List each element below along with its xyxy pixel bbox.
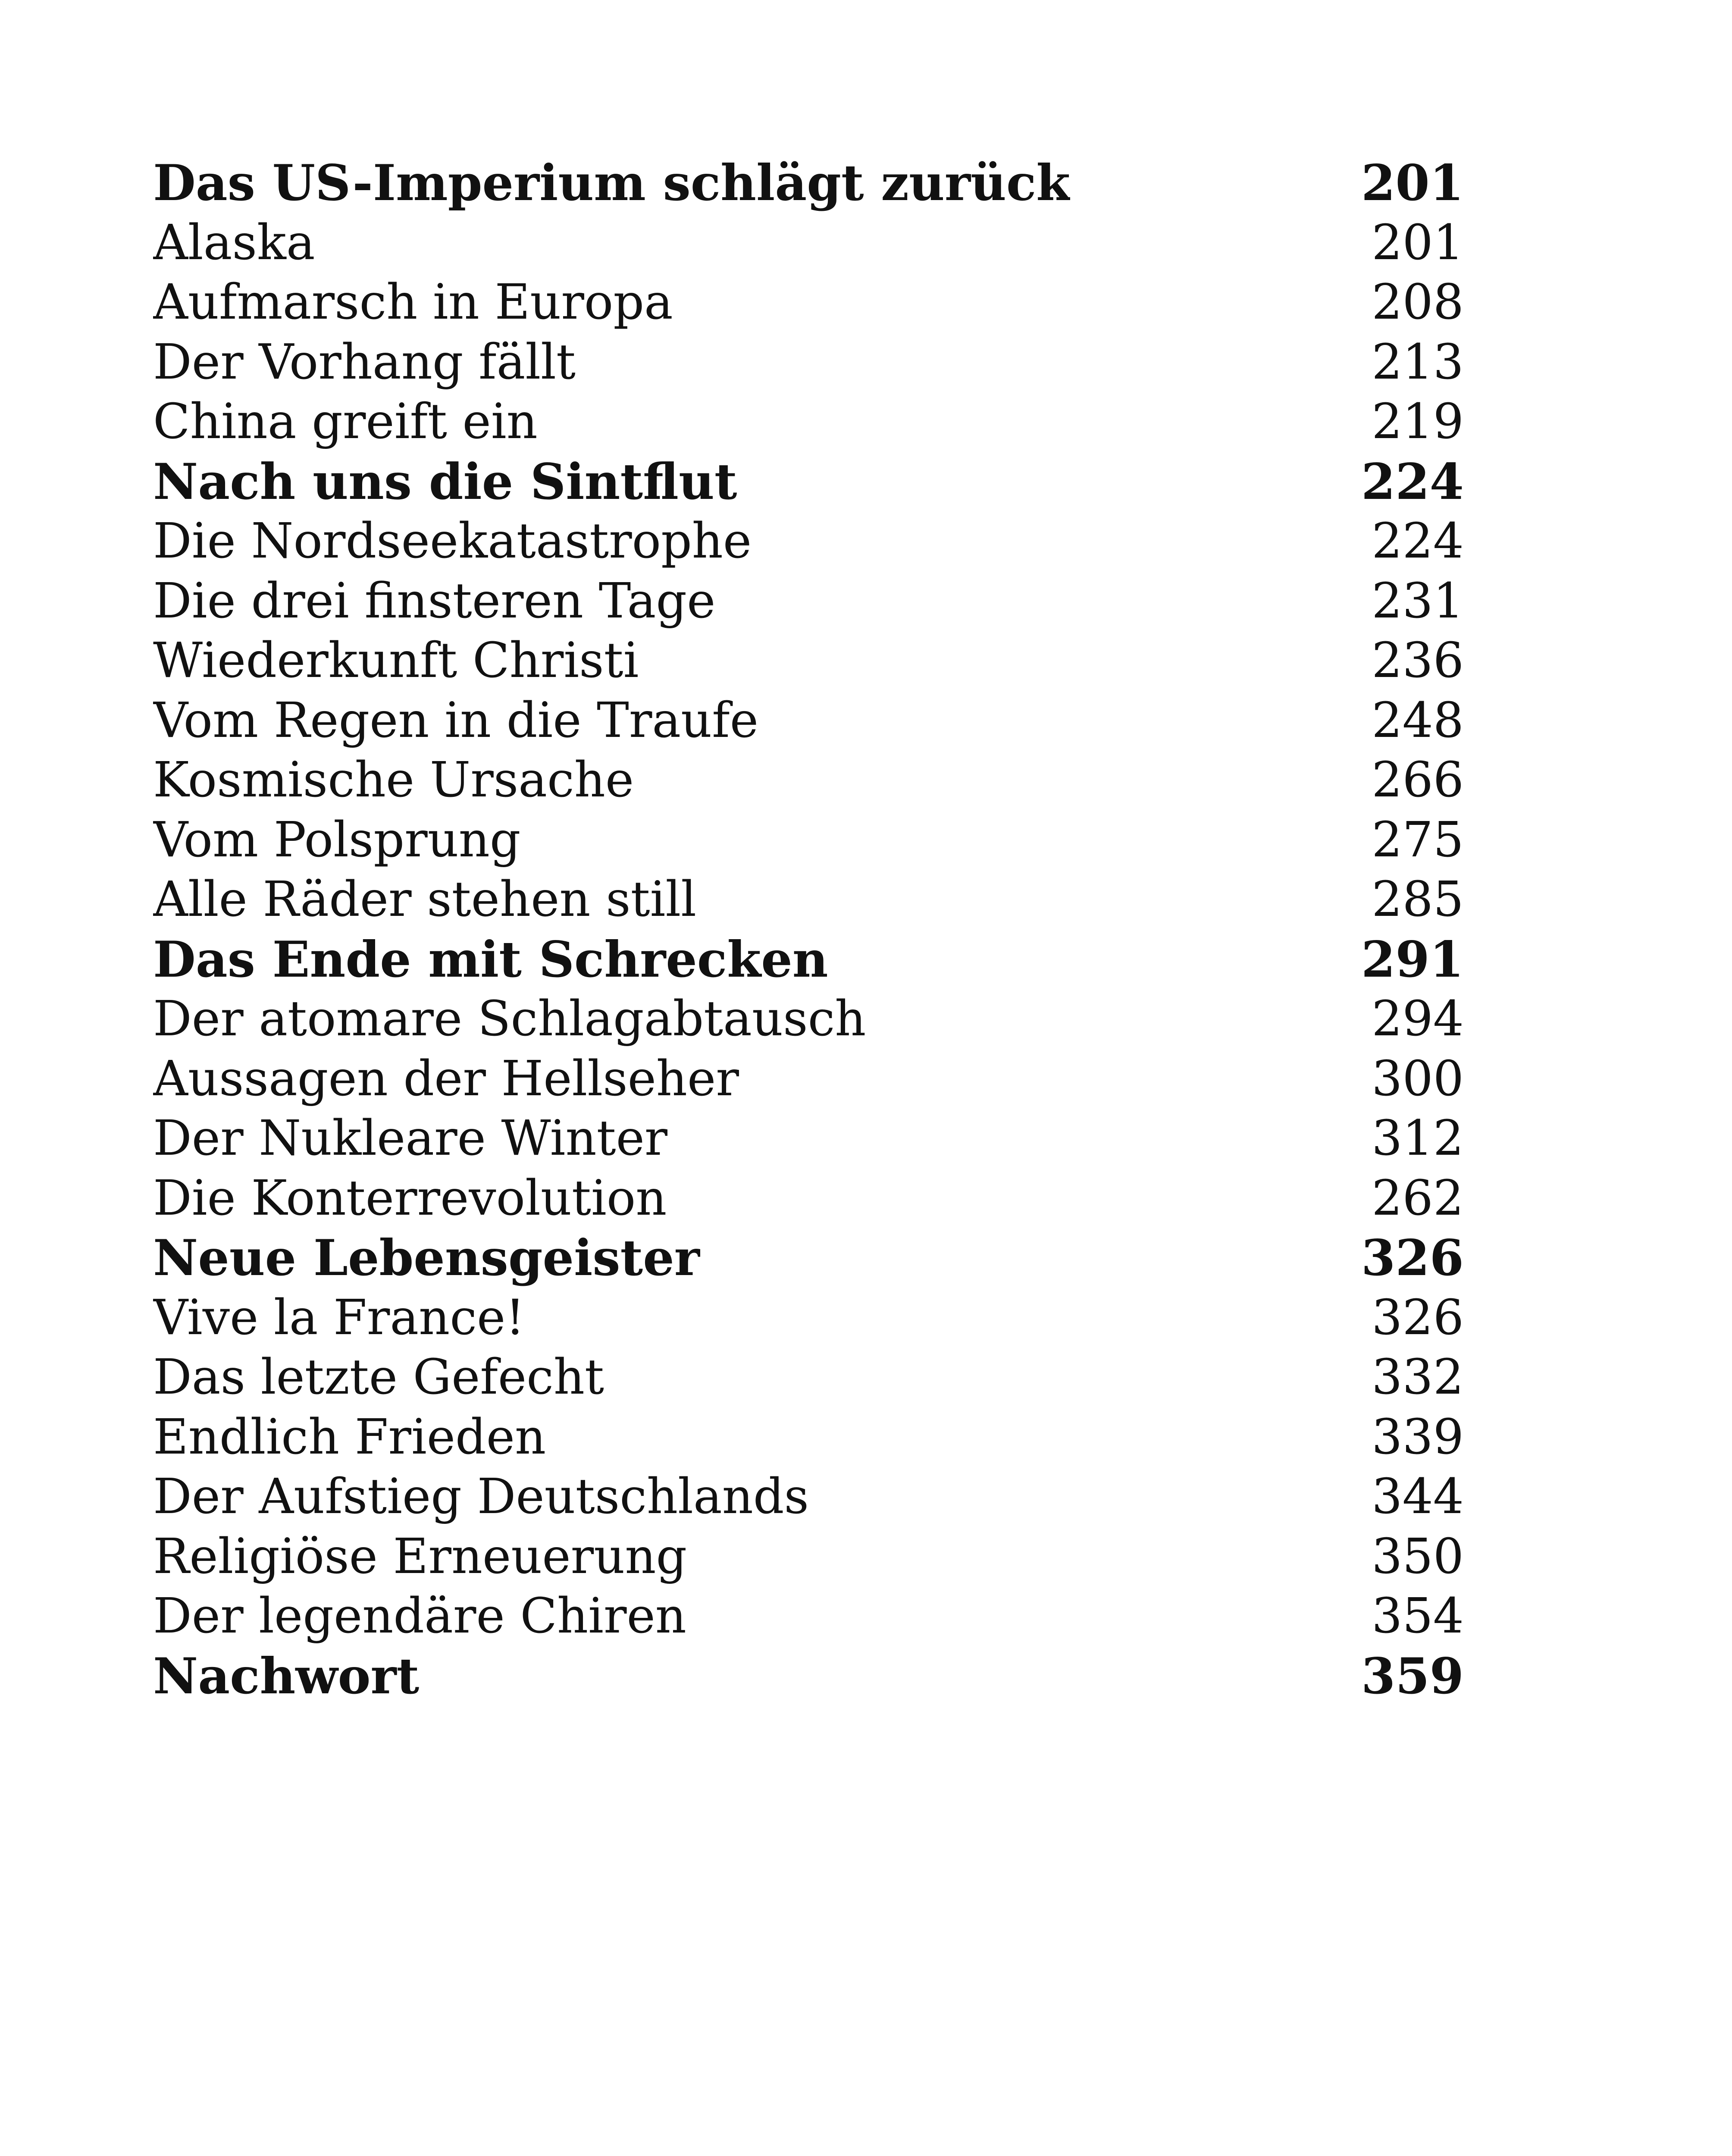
toc-entry-page-number: 266 — [1372, 752, 1464, 808]
toc-entry-page-number: 236 — [1372, 633, 1464, 689]
toc-entry-title: Aussagen der Hellseher — [153, 1050, 739, 1107]
toc-entry-title: Die Nordseekatastrophe — [153, 513, 752, 569]
toc-entry-page-number: 275 — [1372, 812, 1464, 868]
toc-entry-page-number: 201 — [1372, 214, 1464, 271]
toc-entry-page-number: 326 — [1361, 1229, 1464, 1287]
toc-entry-page-number: 219 — [1372, 394, 1464, 450]
toc-entry-title: Das Ende mit Schrecken — [153, 930, 828, 988]
toc-entry-title: Endlich Frieden — [153, 1409, 546, 1465]
toc-entry-title: Das letzte Gefecht — [153, 1349, 604, 1405]
toc-entry-page-number: 300 — [1372, 1050, 1464, 1107]
toc-section-entry — [153, 750, 1464, 810]
toc-entry-page-number: 312 — [1372, 1110, 1464, 1166]
toc-entry-page-number: 201 — [1361, 154, 1464, 212]
toc-entry-title: Neue Lebensgeister — [153, 1229, 700, 1287]
toc-section-entry — [153, 1586, 1464, 1646]
toc-entry-title: Der legendäre Chiren — [153, 1588, 686, 1644]
toc-entry-page-number: 231 — [1372, 573, 1464, 629]
table-of-contents — [153, 153, 1464, 1706]
toc-chapter-entry — [153, 1646, 1464, 1706]
toc-entry-title: Vom Polsprung — [153, 812, 521, 868]
toc-section-entry — [153, 213, 1464, 273]
toc-entry-title: Der Aufstieg Deutschlands — [153, 1469, 809, 1525]
toc-entry-page-number: 224 — [1361, 452, 1464, 511]
toc-entry-title: Das US-Imperium schlägt zurück — [153, 154, 1071, 212]
toc-entry-title: Alaska — [153, 214, 315, 271]
toc-entry-page-number: 291 — [1361, 930, 1464, 988]
toc-entry-title: Der Vorhang fällt — [153, 334, 576, 390]
toc-entry-page-number: 326 — [1372, 1289, 1464, 1346]
toc-section-entry — [153, 332, 1464, 392]
toc-entry-page-number: 339 — [1372, 1409, 1464, 1465]
toc-chapter-entry — [153, 452, 1464, 512]
toc-section-entry — [153, 392, 1464, 452]
toc-section-entry — [153, 691, 1464, 751]
toc-entry-title: Die Konterrevolution — [153, 1170, 667, 1226]
toc-section-entry — [153, 511, 1464, 571]
toc-entry-title: Aufmarsch in Europa — [153, 274, 673, 330]
toc-section-entry — [153, 989, 1464, 1049]
toc-chapter-entry — [153, 153, 1464, 213]
toc-entry-title: Vom Regen in die Traufe — [153, 692, 758, 749]
toc-section-entry — [153, 1348, 1464, 1407]
toc-entry-page-number: 224 — [1372, 513, 1464, 569]
toc-section-entry — [153, 1169, 1464, 1228]
toc-entry-title: Die drei finsteren Tage — [153, 573, 716, 629]
toc-entry-page-number: 294 — [1372, 991, 1464, 1047]
toc-entry-title: China greift ein — [153, 394, 538, 450]
toc-section-entry — [153, 631, 1464, 691]
toc-section-entry — [153, 571, 1464, 631]
toc-section-entry — [153, 273, 1464, 332]
toc-entry-title: Nachwort — [153, 1647, 420, 1705]
toc-entry-title: Der Nukleare Winter — [153, 1110, 668, 1166]
toc-entry-page-number: 213 — [1372, 334, 1464, 390]
toc-entry-page-number: 262 — [1372, 1170, 1464, 1226]
toc-entry-title: Religiöse Erneuerung — [153, 1528, 687, 1585]
toc-entry-page-number: 332 — [1372, 1349, 1464, 1405]
toc-section-entry — [153, 1049, 1464, 1109]
toc-entry-page-number: 285 — [1372, 871, 1464, 928]
toc-entry-title: Der atomare Schlagabtausch — [153, 991, 866, 1047]
toc-entry-title: Alle Räder stehen still — [153, 871, 697, 928]
toc-section-entry — [153, 870, 1464, 930]
toc-section-entry — [153, 1109, 1464, 1169]
toc-section-entry — [153, 1288, 1464, 1348]
toc-entry-page-number: 248 — [1372, 692, 1464, 749]
toc-entry-page-number: 344 — [1372, 1469, 1464, 1525]
toc-section-entry — [153, 1467, 1464, 1527]
toc-entry-title: Kosmische Ursache — [153, 752, 634, 808]
toc-chapter-entry — [153, 1228, 1464, 1288]
toc-entry-title: Wiederkunft Christi — [153, 633, 639, 689]
toc-entry-page-number: 208 — [1372, 274, 1464, 330]
toc-section-entry — [153, 1407, 1464, 1467]
toc-section-entry — [153, 1527, 1464, 1587]
toc-entry-page-number: 350 — [1372, 1528, 1464, 1585]
toc-entry-page-number: 359 — [1361, 1647, 1464, 1705]
toc-entry-title: Nach uns die Sintflut — [153, 452, 737, 511]
toc-chapter-entry — [153, 930, 1464, 990]
toc-entry-title: Vive la France! — [153, 1289, 525, 1346]
toc-section-entry — [153, 810, 1464, 870]
toc-entry-page-number: 354 — [1372, 1588, 1464, 1644]
